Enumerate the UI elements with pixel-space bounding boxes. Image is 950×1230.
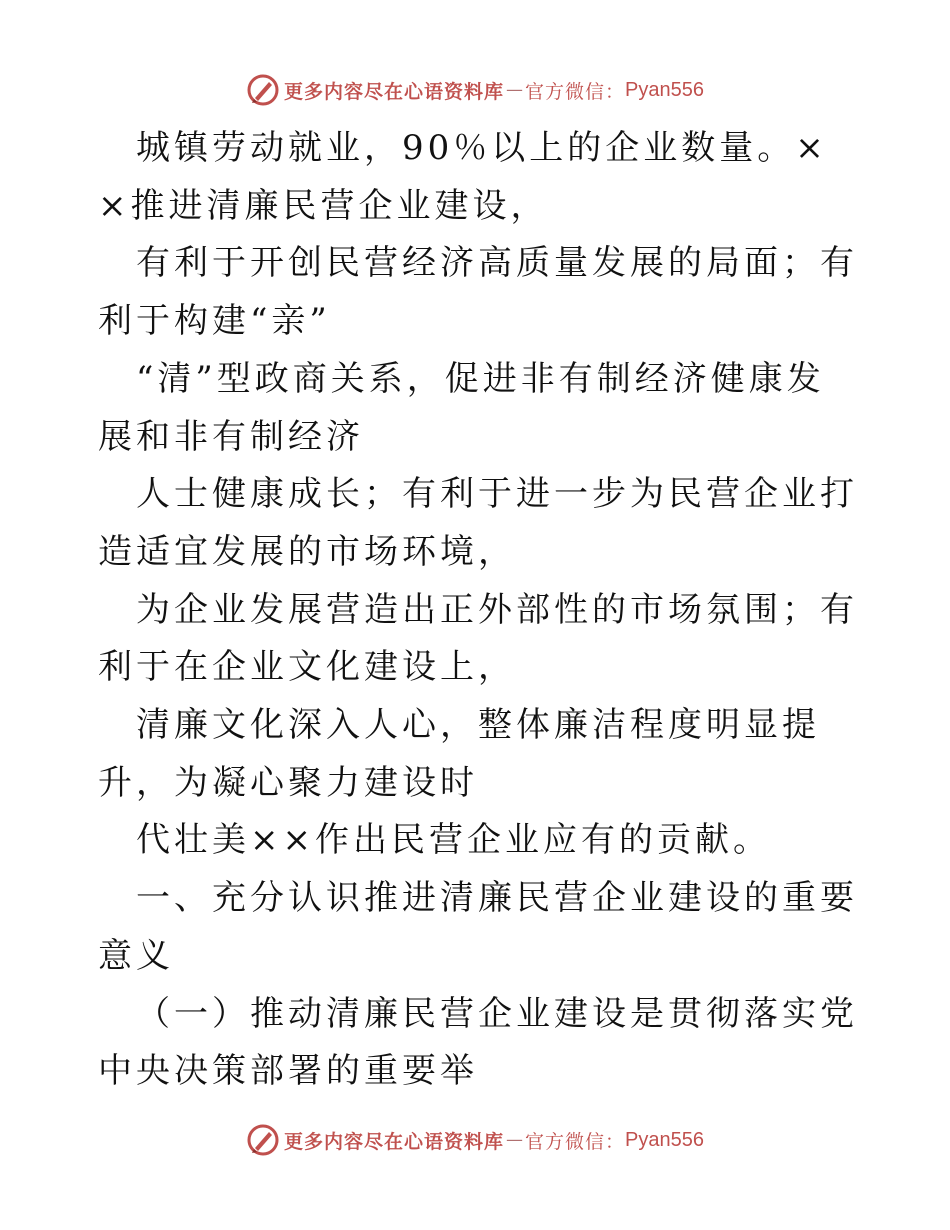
header-banner <box>0 70 950 110</box>
pen-seal-logo-icon <box>246 73 280 107</box>
paragraph: 清廉文化深入人心，整体廉洁程度明显提升，为凝心聚力建设时 <box>98 705 820 803</box>
header-dash: — <box>506 80 524 100</box>
footer-brand-text: 更多内容尽在心语资料库 <box>284 1130 505 1153</box>
paragraph: 代壮美××作出民营企业应有的贡献。 <box>136 820 771 861</box>
paragraph: 有利于开创民营经济高质量发展的局面；有利于构建“亲” <box>98 243 858 342</box>
header-wechat-label: 官方微信： <box>525 80 626 103</box>
paragraph: “清”型政商关系，促进非有制经济健康发展和非有制经济 <box>98 358 825 457</box>
paragraph: 城镇劳动就业，90％以上的企业数量。××推进清廉民营企业建设， <box>98 128 828 226</box>
header-wechat-id: Pyan556 <box>625 78 704 101</box>
footer-wechat-label: 官方微信： <box>525 1130 626 1153</box>
header-brand-text: 更多内容尽在心语资料库 <box>284 80 505 103</box>
footer-dash: — <box>506 1130 524 1150</box>
section-heading: 一、充分认识推进清廉民营企业建设的重要意义 <box>98 878 858 976</box>
subsection-heading: （一）推动清廉民营企业建设是贯彻落实党中央决策部署的重要举 <box>98 993 858 1092</box>
document-body <box>98 120 858 1101</box>
footer-wechat-id: Pyan556 <box>625 1128 704 1151</box>
paragraph: 为企业发展营造出正外部性的市场氛围；有利于在企业文化建设上， <box>98 589 858 688</box>
footer-banner <box>0 1120 950 1160</box>
paragraph: 人士健康成长；有利于进一步为民营企业打造适宜发展的市场环境， <box>98 474 858 572</box>
pen-seal-logo-icon <box>246 1123 280 1157</box>
